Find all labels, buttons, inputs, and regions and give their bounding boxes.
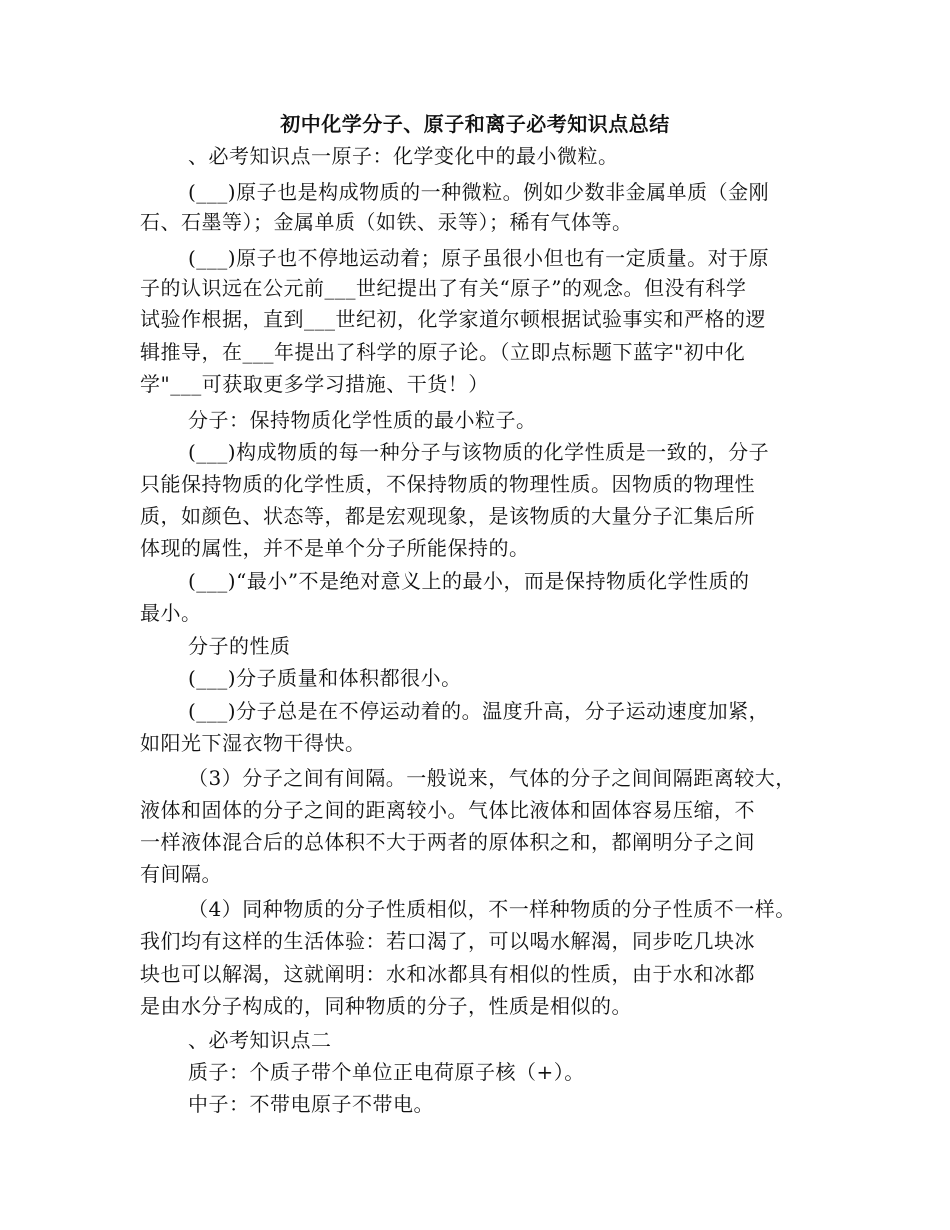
paragraph-line: 质子：个质子带个单位正电荷原子核（+）。 <box>188 1060 585 1084</box>
paragraph-line: 块也可以解渴，这就阐明：水和冰都具有相似的性质，由于水和冰都 <box>140 962 755 986</box>
paragraph-line: (___)构成物质的每一种分子与该物质的化学性质是一致的，分子 <box>188 440 770 464</box>
paragraph-line: 试验作根据，直到___世纪初，化学家道尔顿根据试验事实和严格的逻 <box>140 307 766 331</box>
paragraph-line: 中子：不带电原子不带电。 <box>188 1092 434 1116</box>
paragraph-line: （3）分子之间有间隔。一般说来，气体的分子之间间隔距离较大， <box>188 766 796 790</box>
paragraph-line: 一样液体混合后的总体积不大于两者的原体积之和，都阐明分子之间 <box>140 830 755 854</box>
paragraph-line: (___)分子质量和体积都很小。 <box>188 666 462 690</box>
paragraph-line: (___)分子总是在不停运动着的。温度升高，分子运动速度加紧， <box>188 699 770 723</box>
section-heading: 、必考知识点一原子：化学变化中的最小微粒。 <box>188 144 619 168</box>
paragraph-line: 学"___可获取更多学习措施、干货！） <box>140 372 489 396</box>
section-heading: 分子的性质 <box>188 634 291 658</box>
paragraph-line: 如阳光下湿衣物干得快。 <box>140 731 366 755</box>
paragraph-line: 有间隔。 <box>140 862 222 886</box>
paragraph-line: (___)原子也是构成物质的一种微粒。例如少数非金属单质（金刚 <box>188 180 770 204</box>
paragraph-line: 液体和固体的分子之间的距离较小。气体比液体和固体容易压缩，不 <box>140 798 755 822</box>
paragraph-line: 辑推导，在___年提出了科学的原子论。（立即点标题下蓝字"初中化 <box>140 340 746 364</box>
paragraph-line: 体现的属性，并不是单个分子所能保持的。 <box>140 536 530 560</box>
paragraph-line: （4）同种物质的分子性质相似，不一样种物质的分子性质不一样。 <box>188 897 796 921</box>
paragraph-line: 质，如颜色、状态等，都是宏观现象，是该物质的大量分子汇集后所 <box>140 504 755 528</box>
paragraph-line: 最小。 <box>140 601 202 625</box>
paragraph-line: 子的认识远在公元前___世纪提出了有关“原子”的观念。但没有科学 <box>140 276 747 300</box>
paragraph-line: 是由水分子构成的，同种物质的分子，性质是相似的。 <box>140 994 632 1018</box>
paragraph-line: (___)原子也不停地运动着；原子虽很小但也有一定质量。对于原 <box>188 246 770 270</box>
section-heading: 、必考知识点二 <box>188 1028 332 1052</box>
paragraph-line: (___)“最小”不是绝对意义上的最小，而是保持物质化学性质的 <box>188 569 750 593</box>
paragraph-line: 分子：保持物质化学性质的最小粒子。 <box>188 408 537 432</box>
paragraph-line: 只能保持物质的化学性质，不保持物质的物理性质。因物质的物理性 <box>140 472 755 496</box>
paragraph-line: 石、石墨等）；金属单质（如铁、汞等）；稀有气体等。 <box>140 210 633 234</box>
document-title: 初中化学分子、原子和离子必考知识点总结 <box>280 112 670 136</box>
paragraph-line: 我们均有这样的生活体验：若口渴了，可以喝水解渴，同步吃几块冰 <box>140 929 755 953</box>
